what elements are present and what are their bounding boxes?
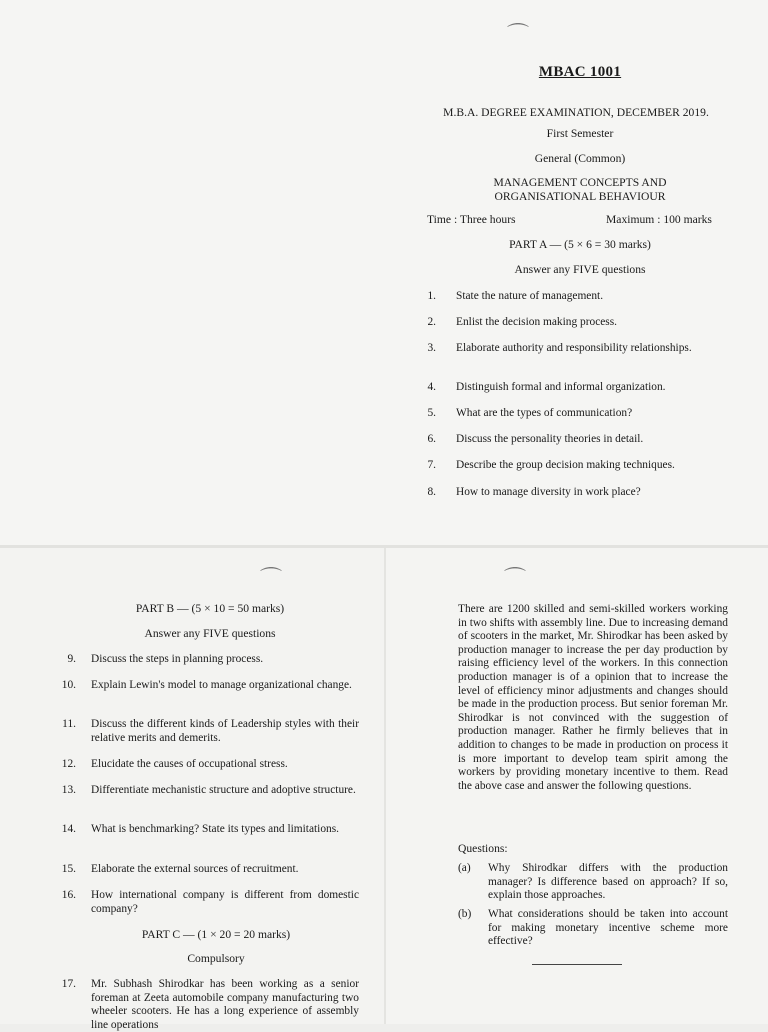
question-text: What are the types of communication? bbox=[456, 407, 633, 419]
question-text: Describe the group decision making techniques. bbox=[456, 459, 675, 471]
question-number: 12. bbox=[61, 758, 76, 770]
question-text: What is benchmarking? State its types and limitations. bbox=[91, 823, 340, 835]
sub-question-text: Why Shirodkar differs with the production manager? Is difference based on approach? If so, explain those approaches. bbox=[488, 862, 728, 902]
question-number: 13. bbox=[61, 784, 76, 796]
staple-mark-icon: ⌒ bbox=[260, 566, 283, 591]
question-number: 4. bbox=[427, 381, 436, 393]
semester: First Semester bbox=[546, 127, 614, 140]
question-number: 14. bbox=[61, 823, 76, 835]
question-text: Discuss the steps in planning process. bbox=[91, 653, 264, 665]
question-text: Differentiate mechanistic structure and adoptive structure. bbox=[91, 784, 356, 796]
part-b-instruction: Answer any FIVE questions bbox=[144, 627, 276, 640]
page-bottom-right bbox=[386, 548, 768, 1024]
question-number: 16. bbox=[61, 889, 76, 901]
question-text: State the nature of management. bbox=[456, 290, 604, 302]
sub-question-text: What considerations should be taken into account for making monetary incentive scheme more effective? bbox=[488, 908, 728, 948]
question-number: 5. bbox=[427, 407, 436, 419]
question-text: Explain Lewin's model to manage organizational change. bbox=[91, 679, 352, 691]
page-bottom-left bbox=[0, 548, 384, 1031]
question-number: 6. bbox=[427, 433, 436, 445]
part-b-title: PART B — (5 × 10 = 50 marks) bbox=[135, 602, 285, 615]
part-a-title: PART A — (5 × 6 = 30 marks) bbox=[509, 238, 651, 251]
question-text: Elaborate authority and responsibility relationships. bbox=[456, 342, 692, 354]
end-rule bbox=[532, 964, 622, 965]
question-number: 17. bbox=[61, 978, 76, 990]
question-number: 2. bbox=[427, 316, 436, 328]
question-text: Elaborate the external sources of recruitment. bbox=[91, 863, 299, 875]
question-text: Discuss the personality theories in detail. bbox=[456, 433, 644, 445]
question-number: 8. bbox=[427, 486, 436, 498]
sub-question-label: (a) bbox=[458, 862, 471, 874]
staple-mark-icon: ⌒ bbox=[504, 566, 527, 591]
part-a-instruction: Answer any FIVE questions bbox=[514, 263, 646, 276]
part-c-instruction: Compulsory bbox=[187, 952, 245, 965]
question-number: 10. bbox=[61, 679, 76, 691]
stream: General (Common) bbox=[534, 152, 626, 165]
question-number: 15. bbox=[61, 863, 76, 875]
subject-line-1: MANAGEMENT CONCEPTS AND bbox=[493, 176, 667, 189]
questions-label: Questions: bbox=[458, 842, 508, 855]
question-number: 7. bbox=[427, 459, 436, 471]
time-allowed: Time : Three hours bbox=[427, 213, 516, 226]
staple-mark-icon: ⌒ bbox=[507, 22, 530, 47]
question-text: Distinguish formal and informal organization. bbox=[456, 381, 666, 393]
sub-question-label: (b) bbox=[458, 908, 472, 920]
course-code: MBAC 1001 bbox=[538, 64, 622, 80]
question-text: Discuss the different kinds of Leadership styles with their relative merits and demerits. bbox=[91, 718, 359, 744]
question-text: Elucidate the causes of occupational stress. bbox=[91, 758, 288, 770]
question-number: 3. bbox=[427, 342, 436, 354]
question-text: Enlist the decision making process. bbox=[456, 316, 618, 328]
exam-title: M.B.A. DEGREE EXAMINATION, DECEMBER 2019. bbox=[443, 106, 709, 119]
subject-line-2: ORGANISATIONAL BEHAVIOUR bbox=[494, 190, 666, 203]
maximum-marks: Maximum : 100 marks bbox=[606, 213, 712, 226]
case-study-text: There are 1200 skilled and semi-skilled workers working in two shifts with assembly line. Due to increasing demand of scooters in the market, Mr. Shirodkar has been asked by production manager to increase the per day production by raising efficiency level of the workers. In this connection production manager is of a opinion that to increase the level of efficiency minor adjustments and changes should be made in the production process. But senior foreman Mr. Shirodkar is not convinced with the suggestion of production manager. Rather he firmly believes that in addition to changes to be made in production on process it is more important to develop team spirit among the workers by providing monetary incentive to them. Read the above case and answer the following questions. bbox=[458, 603, 728, 792]
question-number: 9. bbox=[67, 653, 76, 665]
question-number: 11. bbox=[62, 718, 76, 730]
question-number: 1. bbox=[427, 290, 436, 302]
question-text: How to manage diversity in work place? bbox=[456, 486, 641, 498]
part-c-title: PART C — (1 × 20 = 20 marks) bbox=[141, 928, 291, 941]
question-text: How international company is different from domestic company? bbox=[91, 889, 359, 915]
question-text: Mr. Subhash Shirodkar has been working as a senior foreman at Zeeta automobile company manufacturing two wheeler scooters. He has a long experience of assembly line operations bbox=[91, 978, 359, 1031]
